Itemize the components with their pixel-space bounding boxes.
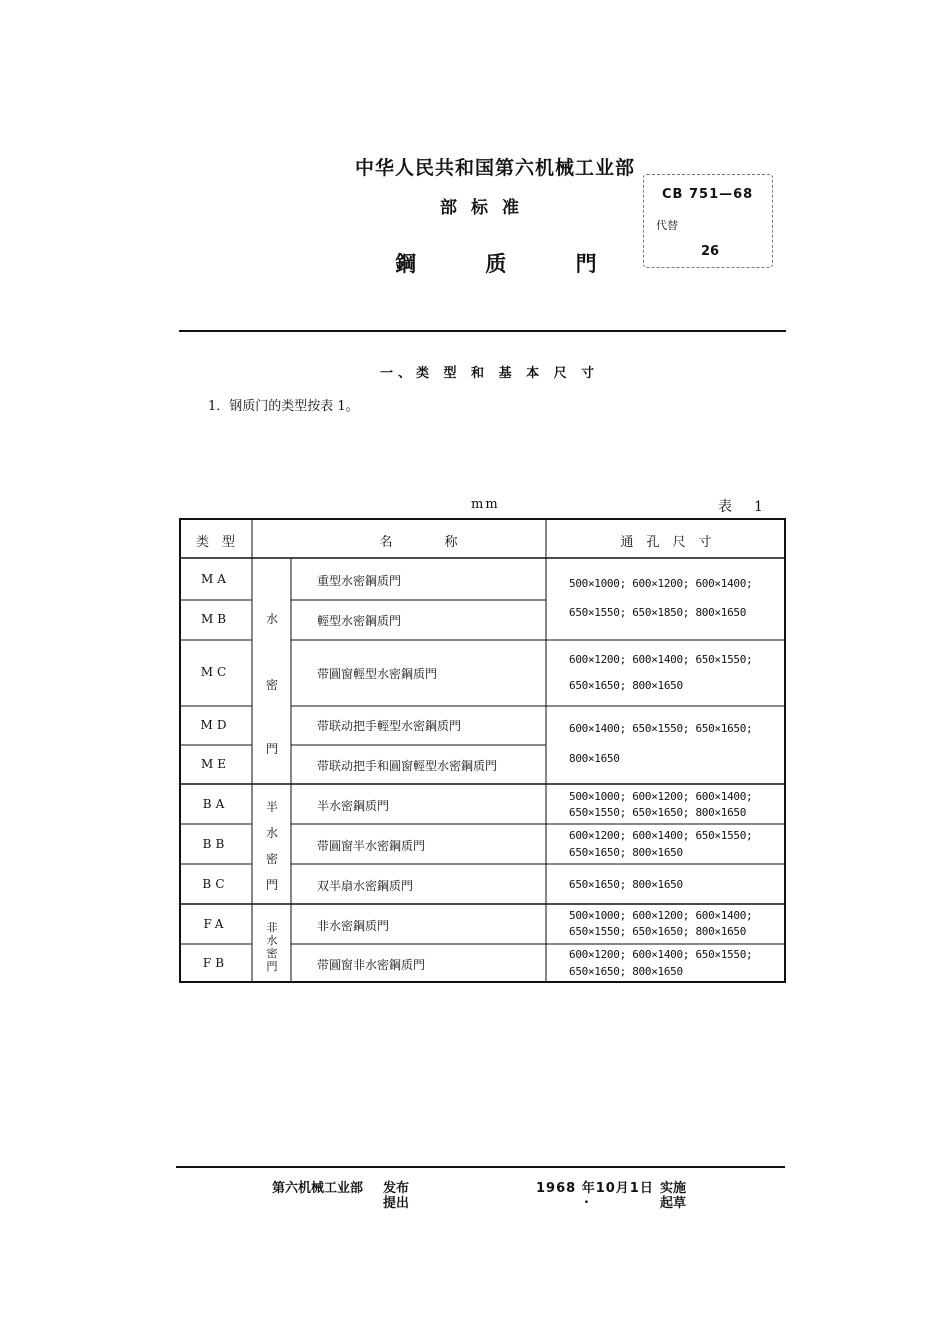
size-line: 650×1550; 650×1650; 800×1650 — [569, 925, 747, 938]
size-line: 800×1650 — [569, 752, 620, 765]
row-name: 带圓窗輕型水密鋼质門 — [317, 667, 438, 681]
table-unit: mm — [471, 497, 500, 512]
group-char: 非 — [266, 921, 278, 934]
standard-code-box — [643, 174, 773, 268]
row-name: 双半扇水密鋼质門 — [317, 879, 414, 893]
header-type: 类 型 — [195, 535, 235, 550]
row-code: BA — [202, 797, 229, 811]
ministry-title: 中华人民共和国第六机械工业部 — [355, 157, 636, 179]
row-name: 半水密鋼质門 — [317, 799, 390, 813]
size-line: 650×1650; 800×1650 — [569, 679, 683, 692]
size-line: 650×1650; 800×1650 — [569, 846, 683, 859]
group-char: 門 — [265, 878, 278, 892]
row-code: MC — [200, 665, 231, 679]
bottom-divider — [176, 1166, 785, 1168]
row-code: FB — [202, 956, 229, 970]
date: 1968 年10月1日 — [536, 1181, 654, 1196]
size-line: 600×1200; 600×1400; 650×1550; — [569, 829, 753, 842]
group-char: 門 — [266, 960, 278, 973]
size-line: 600×1400; 650×1550; 650×1650; — [569, 722, 753, 735]
implement-label: 实施 — [660, 1181, 687, 1196]
group-char: 密 — [266, 947, 278, 960]
group-char: 水 — [265, 612, 278, 626]
group-char: 半 — [265, 800, 278, 814]
drafted-label: 起草 — [660, 1196, 687, 1211]
row-code: MB — [200, 612, 231, 626]
door-types-table — [179, 518, 786, 983]
document-title — [395, 248, 597, 278]
group-char: 水 — [265, 826, 278, 840]
size-line: 500×1000; 600×1200; 600×1400; — [569, 577, 753, 590]
clause-text: 1．钢质门的类型按表 1。 — [208, 399, 359, 414]
row-name: 带联动把手和圓窗輕型水密鋼质門 — [317, 759, 498, 773]
top-divider — [179, 330, 786, 332]
standard-code: CB 751—68 — [662, 187, 754, 202]
row-name: 带圓窗半水密鋼质門 — [317, 839, 426, 853]
size-line: 650×1650; 800×1650 — [569, 965, 683, 978]
row-code: BC — [202, 877, 229, 891]
size-line: 650×1550; 650×1850; 800×1650 — [569, 606, 747, 619]
size-line: 500×1000; 600×1200; 600×1400; — [569, 790, 753, 803]
section-heading: 一、类 型 和 基 本 尺 寸 — [380, 366, 600, 381]
issuer: 第六机械工业部 — [272, 1181, 364, 1196]
header-size: 通 孔 尺 寸 — [620, 535, 712, 550]
group-char: 密 — [265, 852, 278, 866]
title-char: 門 — [575, 252, 597, 276]
row-name: 带联动把手輕型水密鋼质門 — [317, 719, 462, 733]
row-code: FA — [203, 917, 228, 931]
size-line: 650×1650; 800×1650 — [569, 878, 683, 891]
standard-type: 部标准 — [440, 198, 533, 218]
title-char: 质 — [485, 252, 507, 276]
header-name: 名 称 — [379, 535, 458, 550]
row-code: MD — [200, 718, 231, 732]
row-code: BB — [202, 837, 229, 851]
row-name: 带圓窗非水密鋼质門 — [317, 958, 426, 972]
size-line: 600×1200; 600×1400; 650×1550; — [569, 948, 753, 961]
issued-label: 发布 — [383, 1181, 410, 1196]
proposed-label: 提出 — [383, 1196, 410, 1211]
size-line: 650×1550; 650×1650; 800×1650 — [569, 806, 747, 819]
row-name: 重型水密鋼质門 — [317, 574, 402, 588]
row-code: ME — [200, 757, 231, 771]
replaces-label: 代替 — [656, 219, 678, 232]
group-char: 水 — [266, 934, 278, 947]
title-char: 鋼 — [395, 252, 416, 276]
row-code: MA — [201, 572, 230, 586]
size-line: 600×1200; 600×1400; 650×1550; — [569, 653, 753, 666]
footer-dot: . — [584, 1192, 589, 1207]
row-name: 非水密鋼质門 — [317, 919, 390, 933]
group-char: 門 — [265, 742, 278, 756]
size-line: 500×1000; 600×1200; 600×1400; — [569, 909, 753, 922]
group-char: 密 — [265, 678, 278, 692]
replaces-number: 26 — [701, 244, 720, 259]
table-label: 表 1 — [718, 499, 767, 515]
row-name: 輕型水密鋼质門 — [317, 614, 402, 628]
